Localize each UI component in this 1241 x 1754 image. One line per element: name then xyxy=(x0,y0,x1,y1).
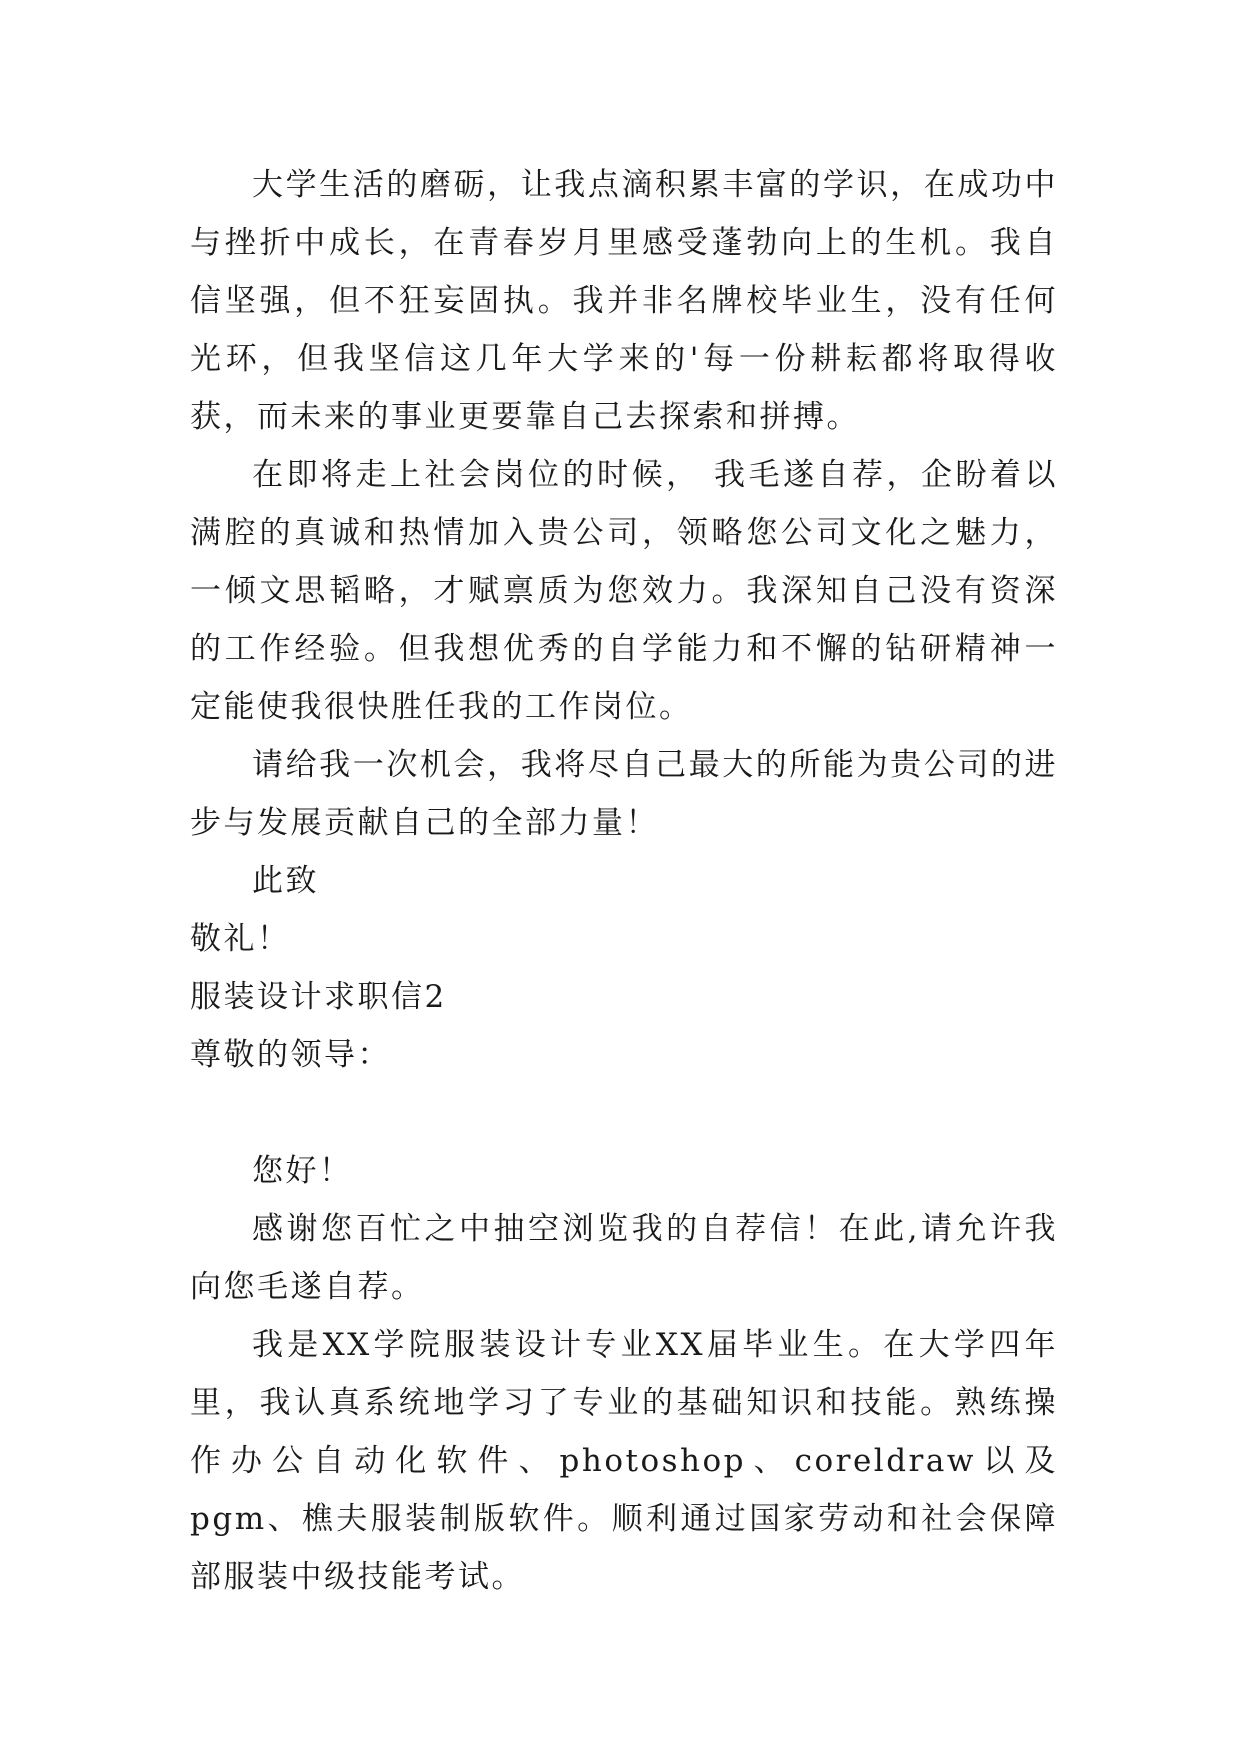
paragraph-4: 感谢您百忙之中抽空浏览我的自荐信！在此,请允许我向您毛遂自荐。 xyxy=(190,1211,1058,1305)
paragraph-2: 在即将走上社会岗位的时候， 我毛遂自荐，企盼着以满腔的真诚和热情加入贵公司，领略您公司文化之魅力，一倾文思韬略，才赋禀质为您效力。我深知自己没有资深的工作经验。但我想优秀的自学能力和不懈的钻研精神一定能使我很快胜任我的工作岗位。 xyxy=(190,457,1058,725)
paragraph-1: 大学生活的磨砺，让我点滴积累丰富的学识，在成功中与挫折中成长，在青春岁月里感受蓬勃向上的生机。我自信坚强，但不狂妄固执。我并非名牌校毕业生，没有任何光环，但我坚信这几年大学来的'每一份耕耘都将取得收获，而未来的事业更要靠自己去探索和拼搏。 xyxy=(190,167,1058,435)
paragraph-3: 请给我一次机会，我将尽自己最大的所能为贵公司的进步与发展贡献自己的全部力量！ xyxy=(190,747,1058,841)
blank-line xyxy=(190,1084,1058,1142)
document-body xyxy=(190,156,1058,1606)
paragraph-5: 我是XX学院服装设计专业XX届毕业生。在大学四年里，我认真系统地学习了专业的基础知识和技能。熟练操作办公自动化软件、photoshop、coreldraw以及pgm、樵夫服装制版软件。顺利通过国家劳动和社会保障部服装中级技能考试。 xyxy=(190,1327,1058,1595)
salutation-line: 尊敬的领导： xyxy=(190,1037,391,1073)
greeting-line: 您好！ xyxy=(252,1153,353,1189)
regards-line: 敬礼！ xyxy=(190,921,291,957)
closing-line: 此致 xyxy=(252,863,319,899)
second-letter-title: 服装设计求职信2 xyxy=(190,979,447,1015)
